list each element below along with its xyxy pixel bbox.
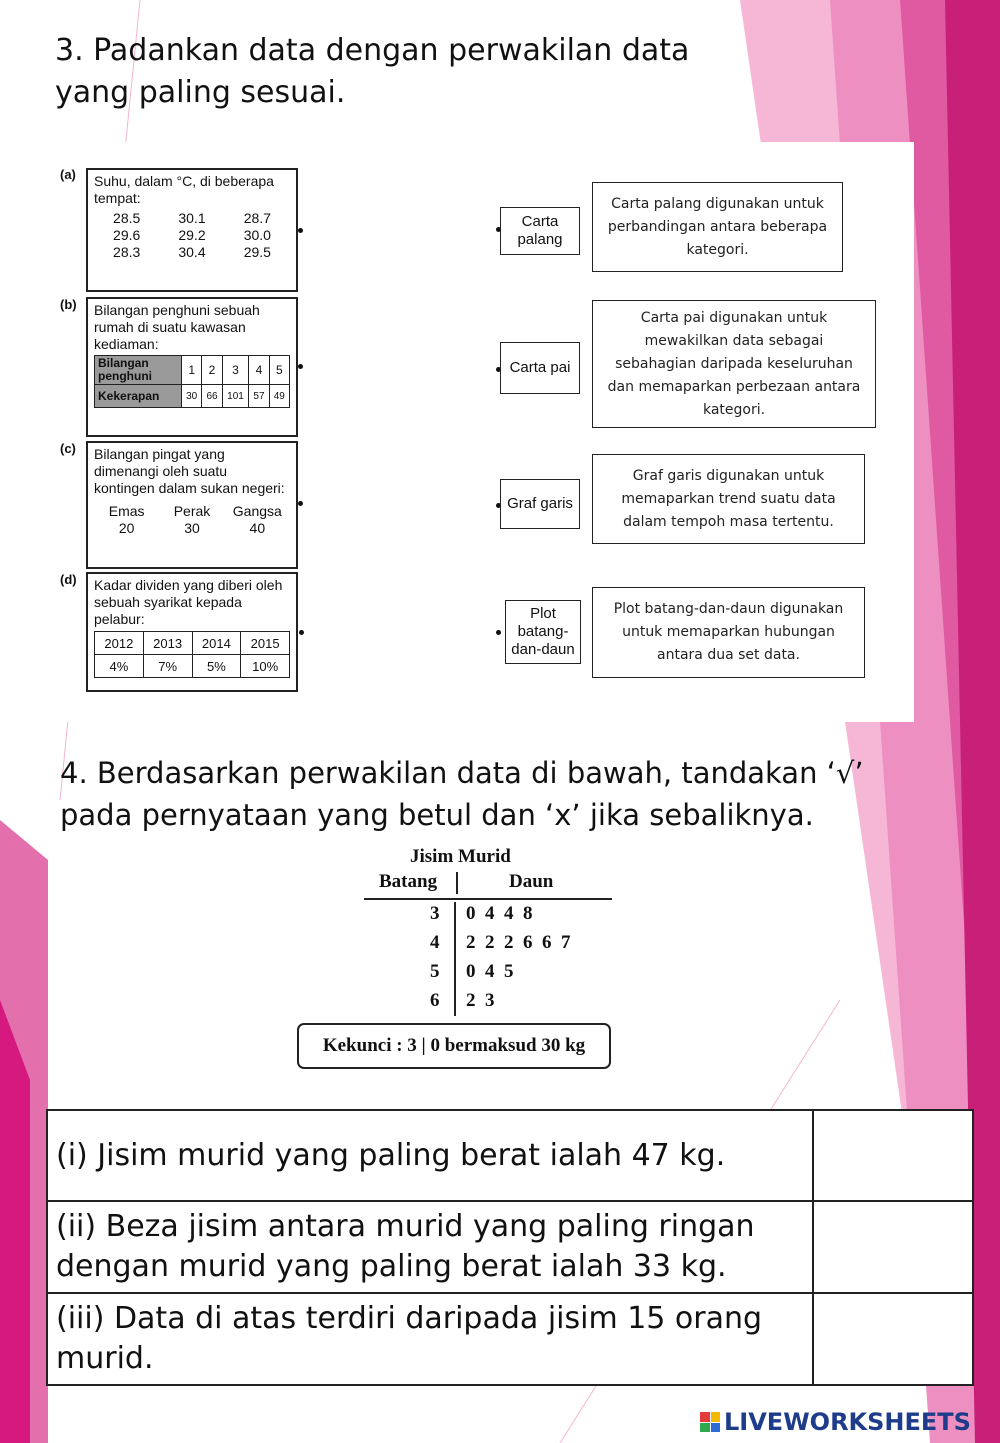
leaf-header: Daun <box>509 871 554 892</box>
data-box-b-table <box>94 355 290 408</box>
stem-value: 6 <box>430 990 440 1011</box>
data-box-d <box>86 572 298 692</box>
data-box-c-headers <box>94 503 290 520</box>
table-cell: 49 <box>269 385 289 408</box>
value: 28.7 <box>243 210 271 226</box>
match-dot-a[interactable] <box>298 228 303 233</box>
statement-i: (i) Jisim murid yang paling berat ialah 47 kg. <box>47 1110 813 1201</box>
question-4-title-line2: pada pernyataan yang betul dan ‘x’ jika sebaliknya. <box>60 798 814 832</box>
leaf-values: 0 4 4 8 <box>466 903 533 924</box>
leaf-values: 2 3 <box>466 990 495 1011</box>
brand-name: LIVEWORKSHEETS <box>724 1408 971 1436</box>
data-box-a-text: Suhu, dalam °C, di beberapa tempat: <box>94 173 274 206</box>
item-a-letter: (a) <box>60 167 76 182</box>
table-cell: 30 <box>182 385 202 408</box>
table-cell: 66 <box>202 385 222 408</box>
data-box-b-text: Bilangan penghuni sebuah rumah di suatu kawasan kediaman: <box>94 302 260 352</box>
table-cell: 3 <box>222 356 249 385</box>
medal-label: Gangsa <box>232 503 282 519</box>
table-cell: 57 <box>249 385 269 408</box>
stem-leaf-key: Kekunci : 3 | 0 bermaksud 30 kg <box>297 1023 611 1069</box>
chart-type-plot-batang-dan-daun[interactable]: Plot batang-dan-daun <box>505 600 581 664</box>
stem-leaf-divider <box>454 902 456 1016</box>
medal-count: 40 <box>249 520 266 536</box>
year-cell: 2015 <box>241 632 290 655</box>
question-4-title <box>60 752 864 836</box>
medal-label: Perak <box>173 503 211 519</box>
data-box-c-values <box>94 520 290 537</box>
question-3-title-line1: 3. Padankan data dengan perwakilan data <box>55 33 690 68</box>
medal-label: Emas <box>108 503 145 519</box>
statement-iii: (iii) Data di atas terdiri daripada jisim 15 orang murid. <box>47 1293 813 1385</box>
statement-ii: (ii) Beza jisim antara murid yang paling ringan dengan murid yang paling berat ialah 33 kg. <box>47 1201 813 1293</box>
rate-cell: 10% <box>241 655 290 678</box>
rate-cell: 7% <box>143 655 192 678</box>
year-cell: 2013 <box>143 632 192 655</box>
answer-cell-ii[interactable] <box>813 1201 973 1293</box>
stem-value: 5 <box>430 961 440 982</box>
question-3-title <box>55 30 689 114</box>
data-box-c-text: Bilangan pingat yang dimenangi oleh suatu kontingen dalam sukan negeri: <box>94 446 285 496</box>
rate-cell: 5% <box>192 655 241 678</box>
question-4-title-line1: 4. Berdasarkan perwakilan data di bawah, tandakan ‘√’ <box>60 756 864 790</box>
table-cell: 5 <box>269 356 289 385</box>
year-cell: 2014 <box>192 632 241 655</box>
answer-cell-iii[interactable] <box>813 1293 973 1385</box>
value: 29.5 <box>243 244 271 260</box>
table-cell: 101 <box>222 385 249 408</box>
value: 30.4 <box>178 244 206 260</box>
value: 30.1 <box>178 210 206 226</box>
stem-value: 3 <box>430 903 440 924</box>
match-dot-c[interactable] <box>298 501 303 506</box>
chart-type-graf-garis[interactable]: Graf garis <box>500 479 580 529</box>
answer-cell-i[interactable] <box>813 1110 973 1201</box>
data-box-a-values <box>94 210 290 261</box>
description-graf-garis: Graf garis digunakan untuk memaparkan trend suatu data dalam tempoh masa tertentu. <box>592 454 865 544</box>
table-cell: 4 <box>249 356 269 385</box>
match-dot-plot-batang[interactable] <box>496 630 501 635</box>
statements-table <box>46 1109 974 1386</box>
leaf-values: 2 2 2 6 6 7 <box>466 932 571 953</box>
data-box-b <box>86 297 298 437</box>
value: 28.5 <box>113 210 141 226</box>
stem-value: 4 <box>430 932 440 953</box>
match-dot-d[interactable] <box>299 630 304 635</box>
item-d-letter: (d) <box>60 572 77 587</box>
value: 29.2 <box>178 227 206 243</box>
stem-leaf-rule <box>364 898 612 900</box>
item-c-letter: (c) <box>60 441 76 456</box>
description-carta-palang: Carta palang digunakan untuk perbandingan antara beberapa kategori. <box>592 182 843 272</box>
chart-type-carta-pai[interactable]: Carta pai <box>500 342 580 394</box>
data-box-c <box>86 441 298 569</box>
table-header: Kekerapan <box>95 385 182 408</box>
description-plot-batang-dan-daun: Plot batang-dan-daun digunakan untuk memaparkan hubungan antara dua set data. <box>592 587 865 678</box>
medal-count: 20 <box>118 520 135 536</box>
data-box-d-table <box>94 631 290 678</box>
item-b-letter: (b) <box>60 297 77 312</box>
data-box-a <box>86 168 298 292</box>
question-3-title-line2: yang paling sesuai. <box>55 75 346 110</box>
medal-count: 30 <box>184 520 200 536</box>
stem-leaf-header-divider <box>456 872 458 894</box>
stem-header: Batang <box>379 871 438 892</box>
table-cell: 1 <box>182 356 202 385</box>
value: 28.3 <box>113 244 141 260</box>
rate-cell: 4% <box>95 655 144 678</box>
leaf-values: 0 4 5 <box>466 961 514 982</box>
data-box-d-text: Kadar dividen yang diberi oleh sebuah syarikat kepada pelabur: <box>94 577 283 627</box>
year-cell: 2012 <box>95 632 144 655</box>
table-header: Bilangan penghuni <box>95 356 182 385</box>
stem-leaf-title: Jisim Murid <box>410 846 511 867</box>
description-carta-pai: Carta pai digunakan untuk mewakilkan data sebagai sebahagian daripada keseluruhan dan memaparkan perbezaan antara kategori. <box>592 300 876 428</box>
value: 30.0 <box>243 227 271 243</box>
match-dot-b[interactable] <box>298 364 303 369</box>
chart-type-carta-palang[interactable]: Carta palang <box>500 207 580 255</box>
liveworksheets-logo-icon <box>700 1412 720 1432</box>
value: 29.6 <box>113 227 141 243</box>
table-cell: 2 <box>202 356 222 385</box>
